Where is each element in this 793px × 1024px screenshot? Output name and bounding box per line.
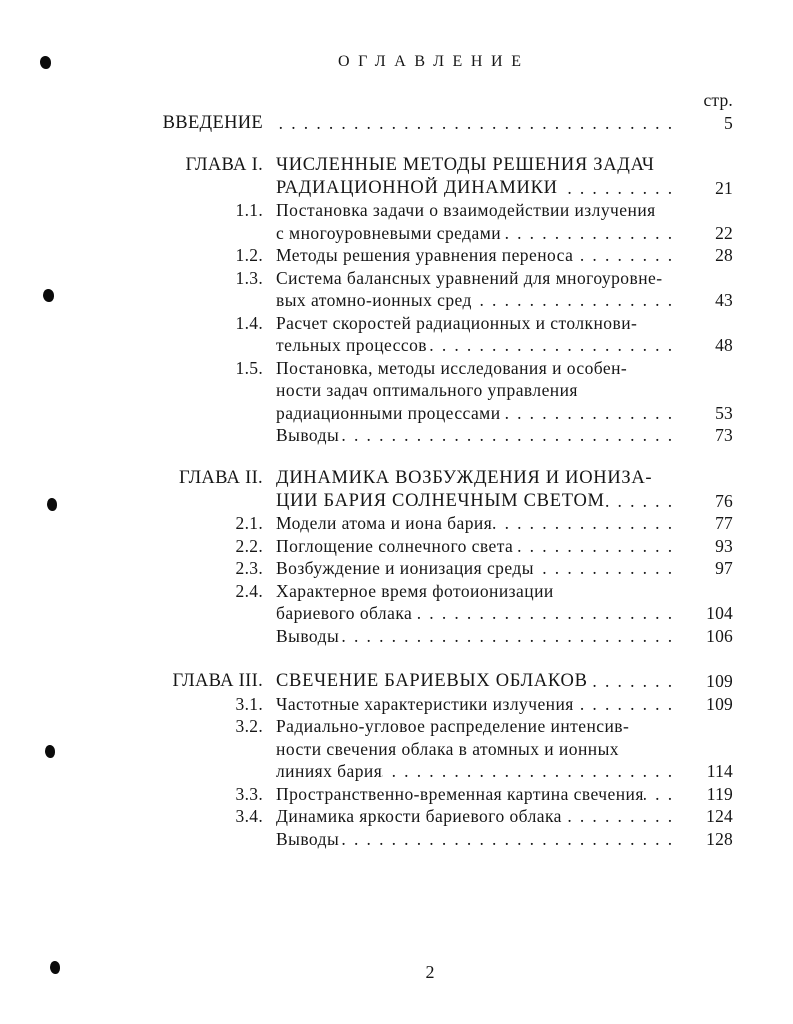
leader-dots	[605, 490, 680, 513]
punch-hole-mark	[50, 961, 60, 974]
section-entry	[150, 557, 733, 580]
section-page: 104	[706, 603, 733, 623]
punch-hole-mark	[47, 498, 57, 511]
chapter-1	[150, 154, 733, 447]
section-number: 1.2.	[235, 245, 263, 265]
chapter-title-line: СВЕЧЕНИЕ БАРИЕВЫХ ОБЛАКОВ	[276, 671, 588, 691]
section-entry	[150, 805, 733, 828]
section-entry	[150, 312, 733, 357]
conclusions-entry	[150, 828, 733, 851]
leader-dots	[588, 670, 680, 693]
intro-page: 5	[724, 112, 733, 133]
section-line: Расчет скоростей радиационных и столкнови-	[276, 312, 638, 333]
conclusions-entry	[150, 424, 733, 447]
chapter-page: 21	[715, 177, 733, 198]
section-page: 28	[715, 245, 733, 265]
section-line: Частотные характеристики излучения	[276, 693, 574, 714]
leader-dots	[501, 222, 680, 245]
section-line: Постановка задачи о взаимодействии излучения	[276, 200, 656, 220]
leader-dots	[382, 760, 680, 783]
section-number: 2.3.	[235, 558, 263, 578]
leader-dots	[276, 112, 680, 135]
conclusions-label: Выводы	[276, 425, 340, 445]
section-page: 22	[715, 222, 733, 243]
section-page: 119	[706, 783, 733, 804]
chapter-title-line: ЧИСЛЕННЫЕ МЕТОДЫ РЕШЕНИЯ ЗАДАЧ	[276, 155, 655, 175]
chapter-title-line: РАДИАЦИОННОЙ ДИНАМИКИ	[276, 177, 558, 198]
section-line: Методы решения уравнения переноса	[276, 245, 574, 265]
leader-dots	[492, 512, 680, 535]
chapter-title-line: ЦИИ БАРИЯ СОЛНЕЧНЫМ СВЕТОМ	[276, 490, 605, 511]
section-line: Радиально-угловое распределение интенсив-	[276, 716, 630, 736]
section-page: 48	[715, 335, 733, 355]
section-page: 77	[715, 513, 733, 533]
chapter-2	[150, 467, 733, 647]
leader-dots	[339, 828, 680, 851]
section-line: с многоуровневыми средами	[276, 222, 502, 243]
section-line: ности свечения облака в атомных и ионных	[276, 738, 619, 759]
section-line: тельных процессов	[276, 335, 428, 355]
section-number: 2.2.	[235, 535, 263, 556]
conclusions-label: Выводы	[276, 828, 340, 849]
section-number: 3.3.	[235, 783, 263, 804]
section-line: Возбуждение и ионизация среды	[276, 558, 534, 578]
leader-dots	[501, 402, 680, 425]
section-page: 97	[715, 558, 733, 578]
section-page: 93	[715, 535, 733, 556]
section-line: линиях бария	[276, 761, 383, 781]
section-number: 3.2.	[235, 716, 263, 736]
chapter-heading	[150, 467, 733, 512]
section-entry	[150, 535, 733, 558]
chapter-label: ГЛАВА II.	[178, 468, 263, 488]
leader-dots	[427, 334, 680, 357]
section-page: 109	[706, 693, 733, 714]
section-number: 3.1.	[235, 693, 263, 714]
section-line: ности задач оптимального управления	[276, 380, 578, 400]
leader-dots	[472, 289, 680, 312]
leader-dots	[573, 244, 680, 267]
leader-dots	[339, 424, 680, 447]
toc-title: ОГЛАВЛЕНИЕ	[338, 53, 530, 70]
section-line: радиационными процессами	[276, 402, 501, 423]
section-entry	[150, 512, 733, 535]
intro-label: ВВЕДЕНИЕ	[162, 112, 263, 133]
section-entry	[150, 783, 733, 806]
chapter-heading	[150, 154, 733, 199]
section-page: 124	[706, 806, 733, 826]
punch-hole-mark	[40, 56, 51, 69]
leader-dots	[339, 625, 680, 648]
leader-dots	[574, 693, 680, 716]
section-entry	[150, 580, 733, 625]
chapter-heading	[150, 670, 733, 693]
leader-dots	[562, 805, 680, 828]
section-page: 114	[706, 761, 733, 781]
chapter-label: ГЛАВА III.	[172, 671, 263, 691]
conclusions-page: 73	[715, 425, 733, 445]
section-page: 43	[715, 290, 733, 310]
conclusions-entry	[150, 625, 733, 648]
section-entry	[150, 244, 733, 267]
section-line: Поглощение солнечного света	[276, 535, 514, 556]
section-entry	[150, 357, 733, 425]
section-number: 1.3.	[235, 267, 263, 288]
page-column-label: стр.	[703, 90, 733, 110]
leader-dots	[534, 557, 680, 580]
page-number: 2	[425, 962, 435, 982]
chapter-title-line: ДИНАМИКА ВОЗБУЖДЕНИЯ И ИОНИЗА-	[276, 468, 653, 488]
leader-dots	[558, 177, 680, 200]
leader-dots	[412, 602, 680, 625]
toc-header-group	[150, 89, 733, 134]
section-number: 1.1.	[235, 200, 263, 220]
punch-hole-mark	[43, 289, 54, 302]
conclusions-page: 128	[706, 828, 733, 849]
section-number: 2.4.	[235, 580, 263, 601]
section-entry	[150, 267, 733, 312]
section-number: 2.1.	[235, 513, 263, 533]
section-line: Пространственно-временная картина свечения	[276, 783, 644, 804]
leader-dots	[644, 783, 680, 806]
section-line: вых атомно-ионных сред	[276, 290, 472, 310]
section-number: 1.4.	[235, 312, 263, 333]
chapter-label: ГЛАВА I.	[185, 155, 263, 175]
section-page: 53	[715, 402, 733, 423]
section-line: бариевого облака	[276, 603, 413, 623]
section-entry	[150, 199, 733, 244]
section-line: Модели атома и иона бария	[276, 513, 493, 533]
intro-entry	[150, 112, 733, 135]
page-column-header	[150, 89, 733, 112]
chapter-3	[150, 670, 733, 850]
section-line: Динамика яркости бариевого облака	[276, 806, 562, 826]
conclusions-label: Выводы	[276, 625, 340, 646]
section-entry	[150, 715, 733, 783]
section-line: Характерное время фотоионизации	[276, 580, 554, 601]
section-number: 3.4.	[235, 806, 263, 826]
chapter-page: 76	[715, 490, 733, 511]
section-line: Система балансных уравнений для многоуровне-	[276, 267, 663, 288]
section-line: Постановка, методы исследования и особен-	[276, 357, 628, 378]
conclusions-page: 106	[706, 625, 733, 646]
leader-dots	[513, 535, 680, 558]
punch-hole-mark	[45, 745, 55, 758]
section-entry	[150, 693, 733, 716]
section-number: 1.5.	[235, 357, 263, 378]
chapter-page: 109	[706, 671, 733, 691]
